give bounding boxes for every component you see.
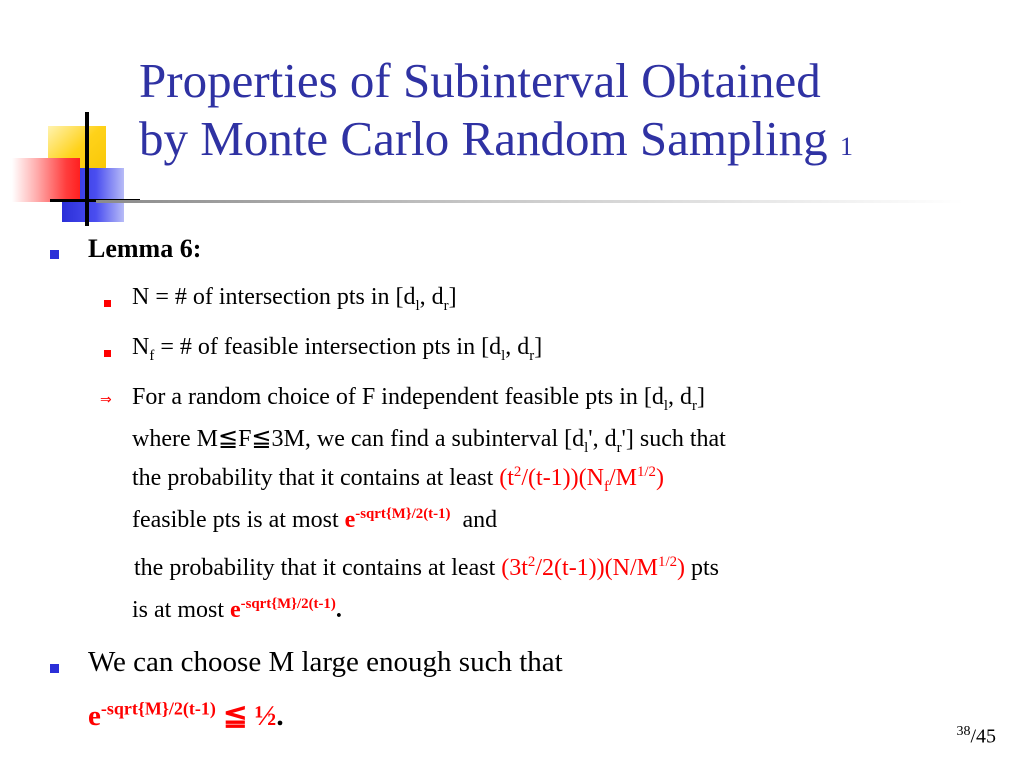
subscript: l xyxy=(415,297,420,314)
title-index: 1 xyxy=(839,132,853,161)
square-bullet-icon xyxy=(50,664,59,673)
text: and xyxy=(450,507,498,533)
text: , d xyxy=(505,334,530,360)
text: e xyxy=(88,700,101,732)
text: the probability that it contains at least xyxy=(134,555,502,581)
superscript: -sqrt{M}/2(t-1) xyxy=(355,506,451,522)
lemma-heading: Lemma 6: xyxy=(88,234,202,263)
logo-red-square xyxy=(12,158,80,202)
text: . xyxy=(335,597,342,623)
text: (t xyxy=(499,465,514,491)
text: the probability that it contains at least xyxy=(132,465,500,491)
square-bullet-icon xyxy=(104,300,111,307)
text: ] xyxy=(448,284,457,310)
subscript: r xyxy=(692,397,697,414)
text: ', d xyxy=(588,426,617,452)
implication-line-4 xyxy=(132,506,497,534)
text: ) xyxy=(677,555,686,581)
exponential-term xyxy=(88,700,216,732)
text: pts xyxy=(685,555,720,581)
title-line-2 xyxy=(139,110,999,176)
text: e xyxy=(230,597,241,623)
text: /(t-1))(N xyxy=(521,465,604,491)
subscript: f xyxy=(604,478,609,495)
bullet-choose-m: We can choose M large enough such that xyxy=(88,646,563,678)
text: /M xyxy=(608,465,637,491)
implication-line-5 xyxy=(134,554,719,582)
text: ) xyxy=(656,465,664,491)
text: (3t xyxy=(501,555,528,581)
subscript: f xyxy=(149,347,155,364)
formula-bound-feasible xyxy=(499,464,664,495)
text: ] xyxy=(534,334,543,360)
implication-line-1 xyxy=(132,384,705,415)
text: is at most xyxy=(132,597,231,623)
square-bullet-icon xyxy=(104,350,111,357)
slide-logo-decoration xyxy=(0,0,140,230)
slide-title xyxy=(139,52,999,176)
implication-line-3 xyxy=(132,464,664,496)
exponential-term xyxy=(230,597,336,623)
text: . xyxy=(276,700,284,732)
text: where M≦F≦3M, we can find a subinterval [d xyxy=(132,426,585,452)
page-total: /45 xyxy=(970,725,996,748)
title-line-1: Properties of Subinterval Obtained xyxy=(139,53,821,108)
superscript: -sqrt{M}/2(t-1) xyxy=(240,596,336,612)
text: ≦ ½ xyxy=(215,700,277,732)
text: N xyxy=(132,334,150,360)
text: '] such that xyxy=(621,426,726,452)
text: For a random choice of F independent feasible pts in [d xyxy=(132,384,664,410)
title-divider xyxy=(96,200,964,203)
page-number xyxy=(956,724,996,749)
subscript: l xyxy=(663,397,668,414)
exponential-term xyxy=(345,507,451,533)
text: , d xyxy=(668,384,692,410)
bullet-choose-m-formula xyxy=(88,698,284,733)
text: = # of feasible intersection pts in [d xyxy=(154,334,502,360)
subscript: r xyxy=(529,347,535,364)
square-bullet-icon xyxy=(50,250,59,259)
title-line-2-text: by Monte Carlo Random Sampling xyxy=(139,111,828,166)
superscript: 1/2 xyxy=(658,554,678,570)
text: e xyxy=(344,507,356,533)
logo-vertical-bar xyxy=(85,112,89,226)
text: /2(t-1))(N/M xyxy=(535,555,658,581)
subscript: r xyxy=(616,439,622,456)
sub-bullet-nf-definition xyxy=(132,334,542,365)
formula-bound-all xyxy=(501,555,685,581)
implication-line-6 xyxy=(132,596,342,624)
sub-bullet-n-definition xyxy=(132,284,457,315)
text: ] xyxy=(696,384,705,410)
subscript: r xyxy=(443,297,449,314)
text: , d xyxy=(419,284,444,310)
superscript: -sqrt{M}/2(t-1) xyxy=(100,698,216,719)
superscript: 1/2 xyxy=(636,464,656,480)
double-arrow-icon: ⇒ xyxy=(100,392,112,408)
text: feasible pts is at most xyxy=(132,507,345,533)
subscript: l xyxy=(501,347,506,364)
superscript: 2 xyxy=(513,464,522,480)
implication-line-2 xyxy=(132,424,726,457)
subscript: l xyxy=(584,439,589,456)
text: N = # of intersection pts in [d xyxy=(132,284,416,310)
page-current: 38 xyxy=(956,724,971,739)
superscript: 2 xyxy=(527,554,536,570)
